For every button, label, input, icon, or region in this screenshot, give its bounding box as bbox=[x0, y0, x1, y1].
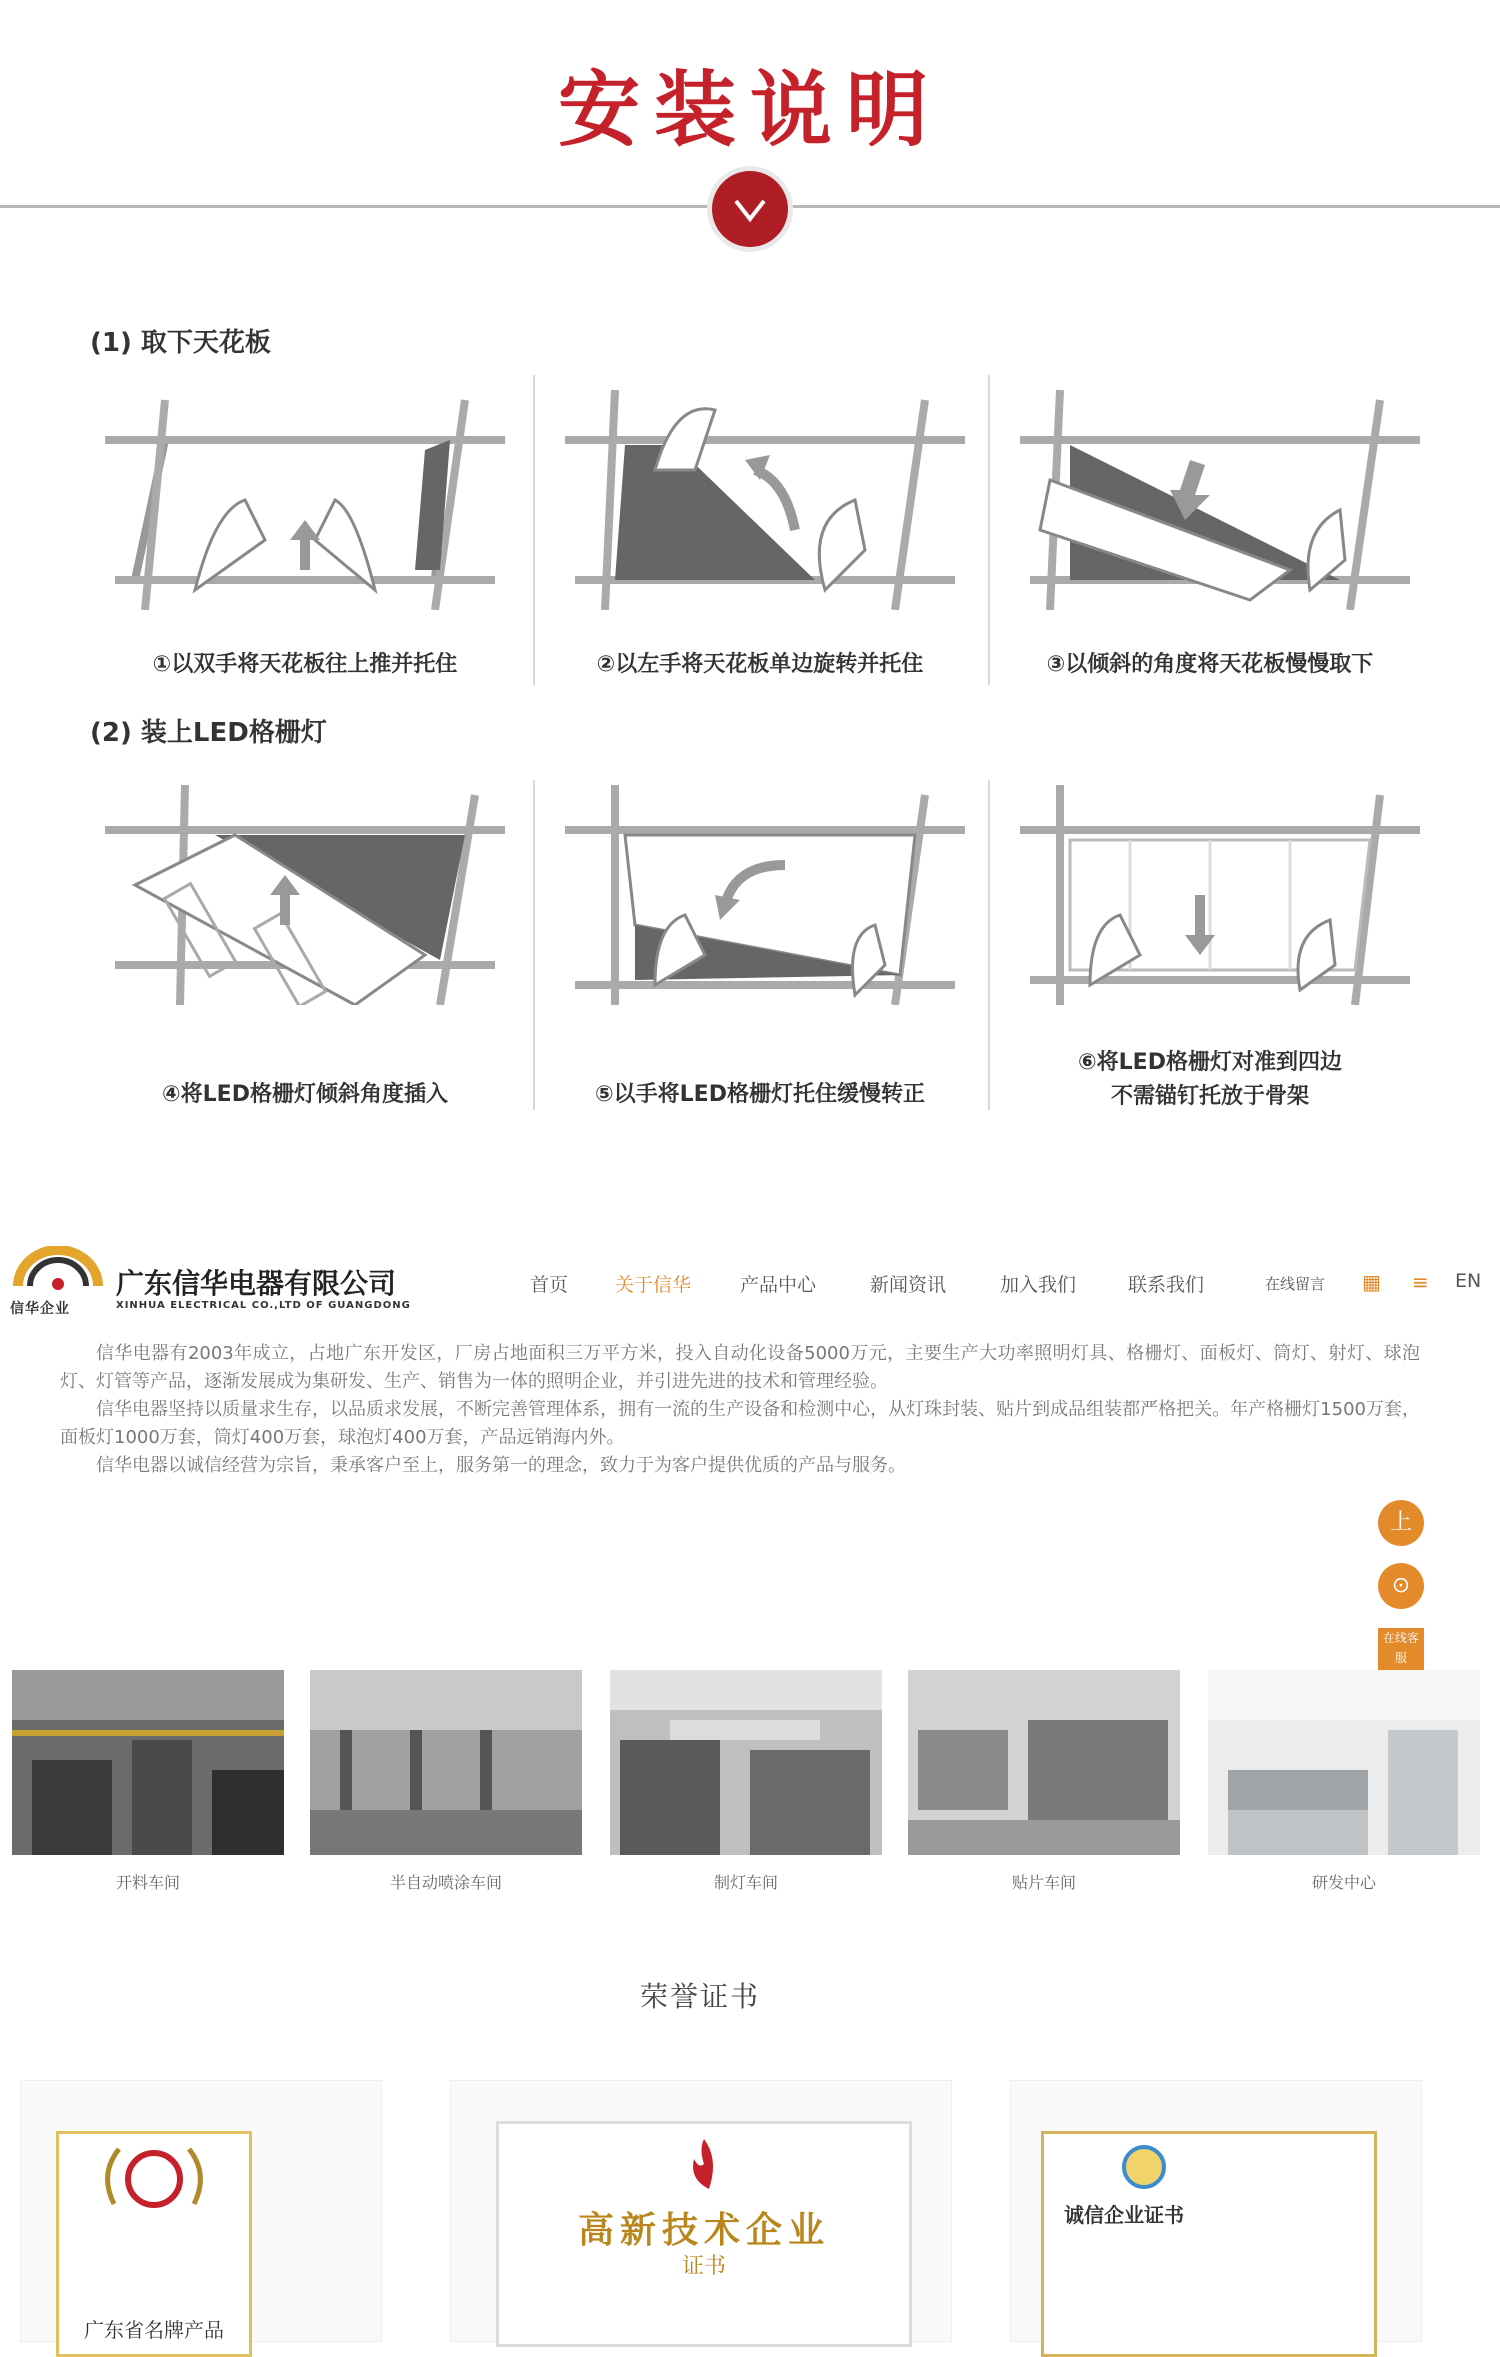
laurel-emblem-icon bbox=[59, 2134, 249, 2224]
certificate-subtitle-2: 证书 bbox=[681, 2254, 726, 2279]
photo-smt-workshop bbox=[908, 1670, 1180, 1855]
nav-about[interactable]: 关于信华 bbox=[615, 1274, 692, 1296]
company-intro bbox=[60, 1340, 1420, 1480]
company-name-en: XINHUA ELECTRICAL CO.,LTD OF GUANGDONG bbox=[116, 1300, 411, 1311]
seal-icon bbox=[1119, 2142, 1169, 2192]
certificate-card-1 bbox=[20, 2080, 382, 2342]
honor-section-title: 荣誉证书 bbox=[639, 1980, 760, 2013]
step-divider bbox=[988, 375, 990, 685]
certificate-card-3 bbox=[1010, 2080, 1422, 2342]
step-illustration-2 bbox=[555, 380, 975, 610]
step-illustration-4 bbox=[95, 775, 515, 1005]
step-caption-6a: ⑥将LED格栅灯对准到四边 bbox=[1078, 1050, 1342, 1075]
certificate-title-3: 诚信企业证书 bbox=[1064, 2203, 1184, 2227]
section-label-install: (2) 装上LED格栅灯 bbox=[90, 718, 327, 748]
photo-rd-center bbox=[1208, 1670, 1480, 1855]
intro-paragraph-3: 信华电器以诚信经营为宗旨，秉承客户至上，服务第一的理念，致力于为客户提供优质的产品与服务。 bbox=[96, 1455, 906, 1476]
step-illustration-5 bbox=[555, 775, 975, 1005]
chat-icon[interactable]: ⊙ bbox=[1378, 1563, 1424, 1609]
step-divider bbox=[533, 375, 535, 685]
nav-message[interactable]: 在线留言 bbox=[1265, 1275, 1326, 1293]
page-title: 安装说明 bbox=[557, 63, 942, 158]
nav-home[interactable]: 首页 bbox=[530, 1274, 569, 1296]
certificate-integrity bbox=[1041, 2131, 1377, 2357]
photo-cutting-workshop bbox=[12, 1670, 284, 1855]
intro-paragraph-2: 信华电器坚持以质量求生存，以品质求发展，不断完善管理体系，拥有一流的生产设备和检测中心，从灯珠封装、贴片到成品组装都严格把关。年产格栅灯1500万套，面板灯1000万套，筒灯400万套，球泡灯400万套，产品远销海内外。 bbox=[60, 1399, 1420, 1448]
certificate-title-2: 高新技术企业 bbox=[577, 2210, 830, 2251]
grid-icon[interactable]: ▦ bbox=[1362, 1270, 1381, 1294]
step-caption-1: ①以双手将天花板往上推并托住 bbox=[152, 652, 458, 677]
step-caption-3: ③以倾斜的角度将天花板慢慢取下 bbox=[1046, 652, 1374, 677]
step-caption-5: ⑤以手将LED格栅灯托住缓慢转正 bbox=[595, 1082, 925, 1107]
photo-caption-5: 研发中心 bbox=[1311, 1873, 1376, 1892]
certificate-famous-brand bbox=[56, 2131, 252, 2357]
chevron-badge bbox=[712, 171, 788, 247]
section-label-remove: (1) 取下天花板 bbox=[90, 328, 271, 358]
photo-caption-3: 制灯车间 bbox=[713, 1873, 778, 1892]
chevron-down-icon bbox=[730, 189, 770, 229]
intro-paragraph-1: 信华电器有2003年成立，占地广东开发区，厂房占地面积三万平方米，投入自动化设备5000万元，主要生产大功率照明灯具、格栅灯、面板灯、筒灯、射灯、球泡灯、灯管等产品，逐渐发展成为集研发、生产、销售为一体的照明企业，并引进先进的技术和管理经验。 bbox=[60, 1343, 1420, 1392]
flame-emblem-icon bbox=[674, 2134, 734, 2194]
logo-text: 信华企业 bbox=[10, 1301, 70, 1317]
menu-icon[interactable]: ≡ bbox=[1412, 1270, 1429, 1294]
photo-spray-workshop bbox=[310, 1670, 582, 1855]
step-illustration-1 bbox=[95, 380, 515, 610]
company-name: 广东信华电器有限公司 bbox=[116, 1267, 397, 1300]
photo-lamp-workshop bbox=[610, 1670, 882, 1855]
nav-contact[interactable]: 联系我们 bbox=[1128, 1274, 1205, 1296]
nav-join[interactable]: 加入我们 bbox=[1000, 1274, 1077, 1296]
nav-news[interactable]: 新闻资讯 bbox=[870, 1274, 947, 1296]
step-divider bbox=[533, 780, 535, 1110]
step-illustration-3 bbox=[1010, 380, 1430, 610]
step-caption-2: ②以左手将天花板单边旋转并托住 bbox=[596, 652, 924, 677]
step-illustration-6 bbox=[1010, 775, 1430, 1005]
photo-caption-4: 贴片车间 bbox=[1011, 1873, 1076, 1892]
step-caption-6b: 不需锚钉托放于骨架 bbox=[1110, 1084, 1309, 1109]
back-to-top-button[interactable]: 上 bbox=[1378, 1500, 1424, 1546]
step-caption-4: ④将LED格栅灯倾斜角度插入 bbox=[162, 1082, 448, 1107]
photo-caption-2: 半自动喷涂车间 bbox=[389, 1873, 502, 1892]
certificate-high-tech bbox=[496, 2121, 912, 2347]
certificate-card-2 bbox=[450, 2080, 952, 2342]
online-service-button[interactable]: 在线客服 bbox=[1378, 1628, 1424, 1670]
photo-caption-1: 开料车间 bbox=[115, 1873, 180, 1892]
nav-en[interactable]: EN bbox=[1455, 1270, 1482, 1292]
nav-products[interactable]: 产品中心 bbox=[740, 1274, 817, 1296]
certificate-title-1: 广东省名牌产品 bbox=[84, 2318, 224, 2342]
